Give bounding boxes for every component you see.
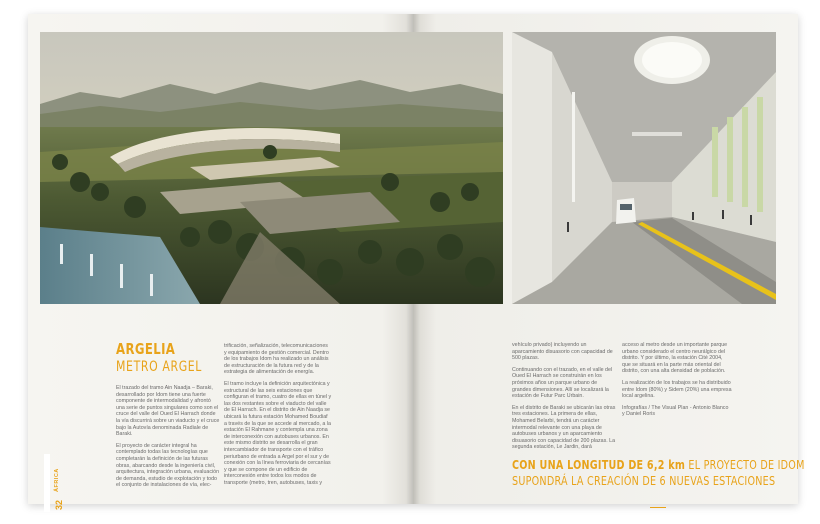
pull-quote: [512, 457, 805, 489]
text-column-3: [512, 342, 616, 456]
image-credits: Infografías / The Visual Plan - Antonio Blanco y Daniel Roris: [622, 404, 729, 418]
paragraph: En el distrito de Baraki se ubicarán las otras tres estaciones. La primera de ellas, Mohamed Belarbi, tendrá un carácter intermodal relevante con una playa de autobuses urbanos y un aparcamiento disuasorio con capacidad de 200 plazas. La segunda estación, Le Jardin, dará: [512, 404, 616, 451]
paragraph: vehículo privado) incluyendo un aparcamiento disuasorio con capacidad de 500 plazas.: [512, 342, 613, 362]
paragraph: El tramo incluye la definición arquitectónica y estructural de las seis estaciones que configuran el tramo, cuatro de ellas en túnel y las dos restantes sobre el viaducto del valle de El Harrach. En el distrito de Ain Naadja se ubicará la futura estación Mohamed Boudiaf a través de la que se accede al mercado, a la estación El Rahmane y contempla una zona de interconexión con autobuses urbanos. En este mismo distrito se desarrolla el gran intercambiador de transporte con el tráfico periurbano de entrada a Argel por el sur y de conexión con la línea ferroviaria de cercanías y que se compone de un edificio de interconexión entre todos los modos de transporte (metro, tren, autobuses, taxis y: [224, 380, 332, 486]
pull-quote-line-2: SUPONDRÁ LA CREACIÓN DE 6 NUEVAS ESTACIONES: [512, 474, 776, 488]
paragraph: El proyecto de carácter integral ha contemplado todas las tecnologías que completarán la definición de las futuras obras, abarcando desde la ingeniería civil, arquitectura, integración urbana, evaluación de demanda, estudio de explotación y todo el conjunto de instalaciones de vía, elec-: [116, 442, 220, 489]
page-number: 32: [54, 499, 64, 510]
station-landscape-rendering: [40, 32, 503, 304]
section-label: ÁFRICA: [54, 468, 60, 492]
station-interior-rendering: [512, 32, 776, 304]
text-column-1: [116, 385, 220, 494]
text-column-4: [622, 342, 732, 423]
page-number-strip: [44, 454, 62, 512]
paragraph: trificación, señalización, telecomunicaciones y equipamiento de gestión comercial. Dentro de los trabajos Idom ha realizado un análisis de estructuración de la futura red y de la estrategia de alimentación de energía.: [224, 343, 329, 376]
landscape-illustration: [40, 32, 503, 304]
text-column-2: [224, 343, 332, 491]
paragraph: La realización de los trabajos se ha distribuido entre Idom (80%) y Sidem (20%) una empresa local argelina.: [622, 379, 732, 400]
pull-quote-rule: [650, 507, 666, 508]
article-title: ARGELIA: [116, 340, 176, 358]
paragraph: acceso al metro desde un importante parque urbano considerado el centro neurálgico del distrito. Y por último, la estación Cité 2004, que se situará en la parte más oriental del distrito, con una alta densidad de población.: [622, 342, 728, 375]
page-number-bar: [44, 454, 50, 512]
pull-quote-line-1: [512, 457, 805, 473]
pull-quote-rest: EL PROYECTO DE IDOM: [685, 458, 805, 472]
article-subtitle: METRO ARGEL: [116, 359, 203, 375]
paragraph: El trazado del tramo Ain Naadja – Baraki, desarrollado por Idom tiene una fuerte componente de intermodalidad y afrontó una serie de puntos singulares como son el cruce del valle del Oued El Harrach donde la vía discurrirá sobre un viaducto y el cruce bajo la Autovía denominada Radiale de Baraki.: [116, 385, 220, 438]
magazine-spread: [28, 14, 805, 510]
pull-quote-highlight: CON UNA LONGITUD DE 6,2 km: [512, 458, 686, 472]
interior-illustration: [512, 32, 776, 304]
paragraph: Continuando con el trazado, en el valle del Oued El Harrach se construirán en los próximos años un parque urbano de grandes dimensiones. Allí se localizará la estación de Futur Parc Urbain.: [512, 366, 613, 400]
